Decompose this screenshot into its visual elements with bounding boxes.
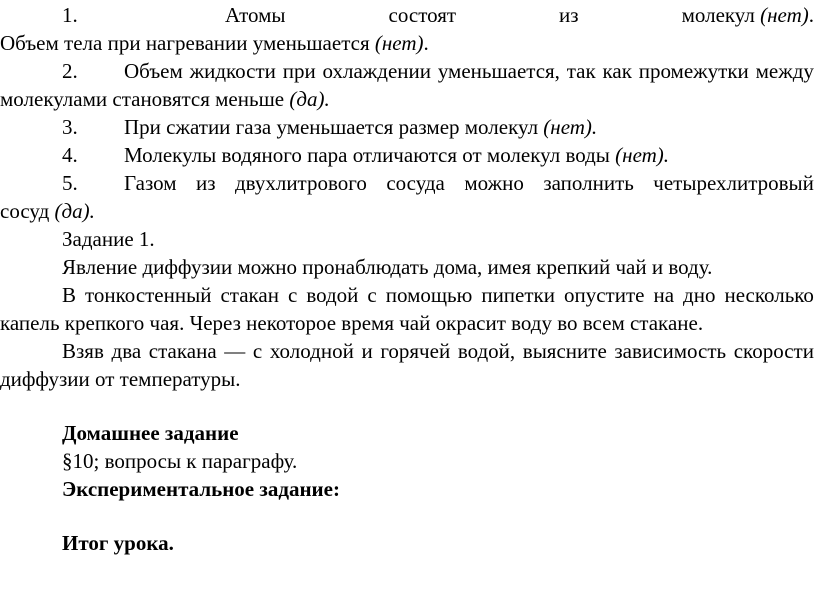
homework-text <box>0 448 816 474</box>
task-paragraph-3-line-1 <box>0 338 816 364</box>
task-p2-word: с <box>367 283 377 307</box>
item-2-word: как <box>602 59 632 83</box>
item-2-line-2 <box>0 86 816 112</box>
item-5-answer: (да) <box>54 199 90 223</box>
task-p2-continuation: капель крепкого чая. Через некоторое время чай окрасит воду во всем стакане. <box>0 311 704 335</box>
task-title-text: Задание 1. <box>62 227 155 251</box>
experiment-title <box>0 476 816 502</box>
item-5-word: заполнить <box>543 171 634 195</box>
item-3-end: . <box>591 115 598 139</box>
task-p3-word: два <box>111 339 142 363</box>
item-1-end: . <box>423 31 429 55</box>
item-1-line-2 <box>0 30 816 56</box>
task-paragraph-1-text: Явление диффузии можно пронаблюдать дома, имея крепкий чай и воду. <box>62 255 713 279</box>
item-5-line-2 <box>0 198 816 224</box>
task-p2-word: на <box>653 283 675 307</box>
item-2-word: при <box>282 59 316 83</box>
item-5-word: двухлитрового <box>234 171 367 195</box>
item-4 <box>0 142 816 168</box>
item-5-end: . <box>89 199 95 223</box>
homework-title-text: Домашнее задание <box>62 421 239 445</box>
item-4-number: 4. <box>62 143 78 167</box>
item-3-answer: (нет) <box>543 115 592 139</box>
item-1-continuation: Объем тела при нагревании уменьшается <box>0 31 370 55</box>
summary-title-text: Итог урока. <box>62 531 174 555</box>
task-p3-word: и <box>361 339 373 363</box>
homework-text-content: §10; вопросы к параграфу. <box>62 449 298 473</box>
item-3-text: При сжатии газа уменьшается размер молекул <box>124 115 539 139</box>
item-5-word: из <box>195 171 216 195</box>
item-2-word: так <box>566 59 596 83</box>
item-4-text: Молекулы водяного пара отличаются от молекул воды <box>124 143 610 167</box>
item-3 <box>0 114 816 140</box>
item-2-line-1 <box>0 58 816 84</box>
item-1-word: Атомы <box>225 3 286 27</box>
task-p3-word: Взяв <box>62 339 104 363</box>
item-4-end: . <box>663 143 670 167</box>
task-p2-word: помощью <box>385 283 473 307</box>
item-2-end: . <box>324 87 330 111</box>
experiment-title-text: Экспериментальное задание: <box>62 477 340 501</box>
task-p2-word: дно <box>683 283 716 307</box>
task-paragraph-3-line-2 <box>0 366 816 392</box>
item-2-continuation: молекулами становятся меньше <box>0 87 285 111</box>
task-p2-word: с <box>288 283 298 307</box>
item-1-answer: (нет) <box>760 3 809 27</box>
item-1-word: состоят <box>388 3 457 27</box>
task-p2-word: стакан <box>220 283 279 307</box>
item-2-number: 2. <box>62 59 78 83</box>
item-5-word: Газом <box>124 171 177 195</box>
task-p2-word: несколько <box>724 283 814 307</box>
task-p3-word: холодной <box>269 339 354 363</box>
item-2-word: жидкости <box>189 59 276 83</box>
item-2-word: уменьшается, <box>437 59 560 83</box>
task-p2-word: водой <box>306 283 359 307</box>
item-5-word: можно <box>464 171 524 195</box>
item-1-line-1: 1. Атомы состоят из молекул (нет). <box>62 3 814 27</box>
item-5-number: 5. <box>62 171 78 195</box>
item-5-word: четырехлитровый <box>653 171 814 195</box>
task-paragraph-2-line-2 <box>0 310 816 336</box>
item-2-word: Объем <box>124 59 183 83</box>
task-p3-word: зависимость <box>614 339 727 363</box>
item-2-word: охлаждении <box>322 59 432 83</box>
item-3-number: 3. <box>62 115 78 139</box>
task-paragraph-1 <box>0 254 816 280</box>
item-2-word: между <box>755 59 814 83</box>
task-p3-word: скорости <box>733 339 814 363</box>
task-p3-word: горячей <box>380 339 451 363</box>
task-title <box>0 226 816 252</box>
task-p3-continuation: диффузии от температуры. <box>0 367 241 391</box>
task-p2-word: пипетки <box>481 283 555 307</box>
item-4-answer: (нет) <box>615 143 664 167</box>
task-p3-word: выясните <box>522 339 607 363</box>
item-2-answer: (да) <box>289 87 325 111</box>
item-1-word: из <box>559 3 579 27</box>
task-p3-word: водой, <box>457 339 516 363</box>
task-p3-word: с <box>252 339 263 363</box>
summary-title <box>0 530 816 556</box>
item-1-number: 1. <box>62 3 78 27</box>
task-p2-word: В <box>62 283 77 307</box>
item-1-word: молекул <box>681 3 755 27</box>
task-paragraph-2-line-1 <box>0 282 816 308</box>
task-p3-word: стакана <box>148 339 217 363</box>
task-p3-word: — <box>224 339 246 363</box>
task-p2-word: тонкостенный <box>85 283 212 307</box>
item-5-continuation: сосуд <box>0 199 50 223</box>
item-5-word: сосуда <box>386 171 445 195</box>
item-5-line-1 <box>0 170 816 196</box>
item-1-answer-2: (нет) <box>374 31 424 55</box>
task-p2-word: опустите <box>563 283 645 307</box>
item-2-word: промежутки <box>638 59 749 83</box>
homework-title <box>0 420 816 446</box>
